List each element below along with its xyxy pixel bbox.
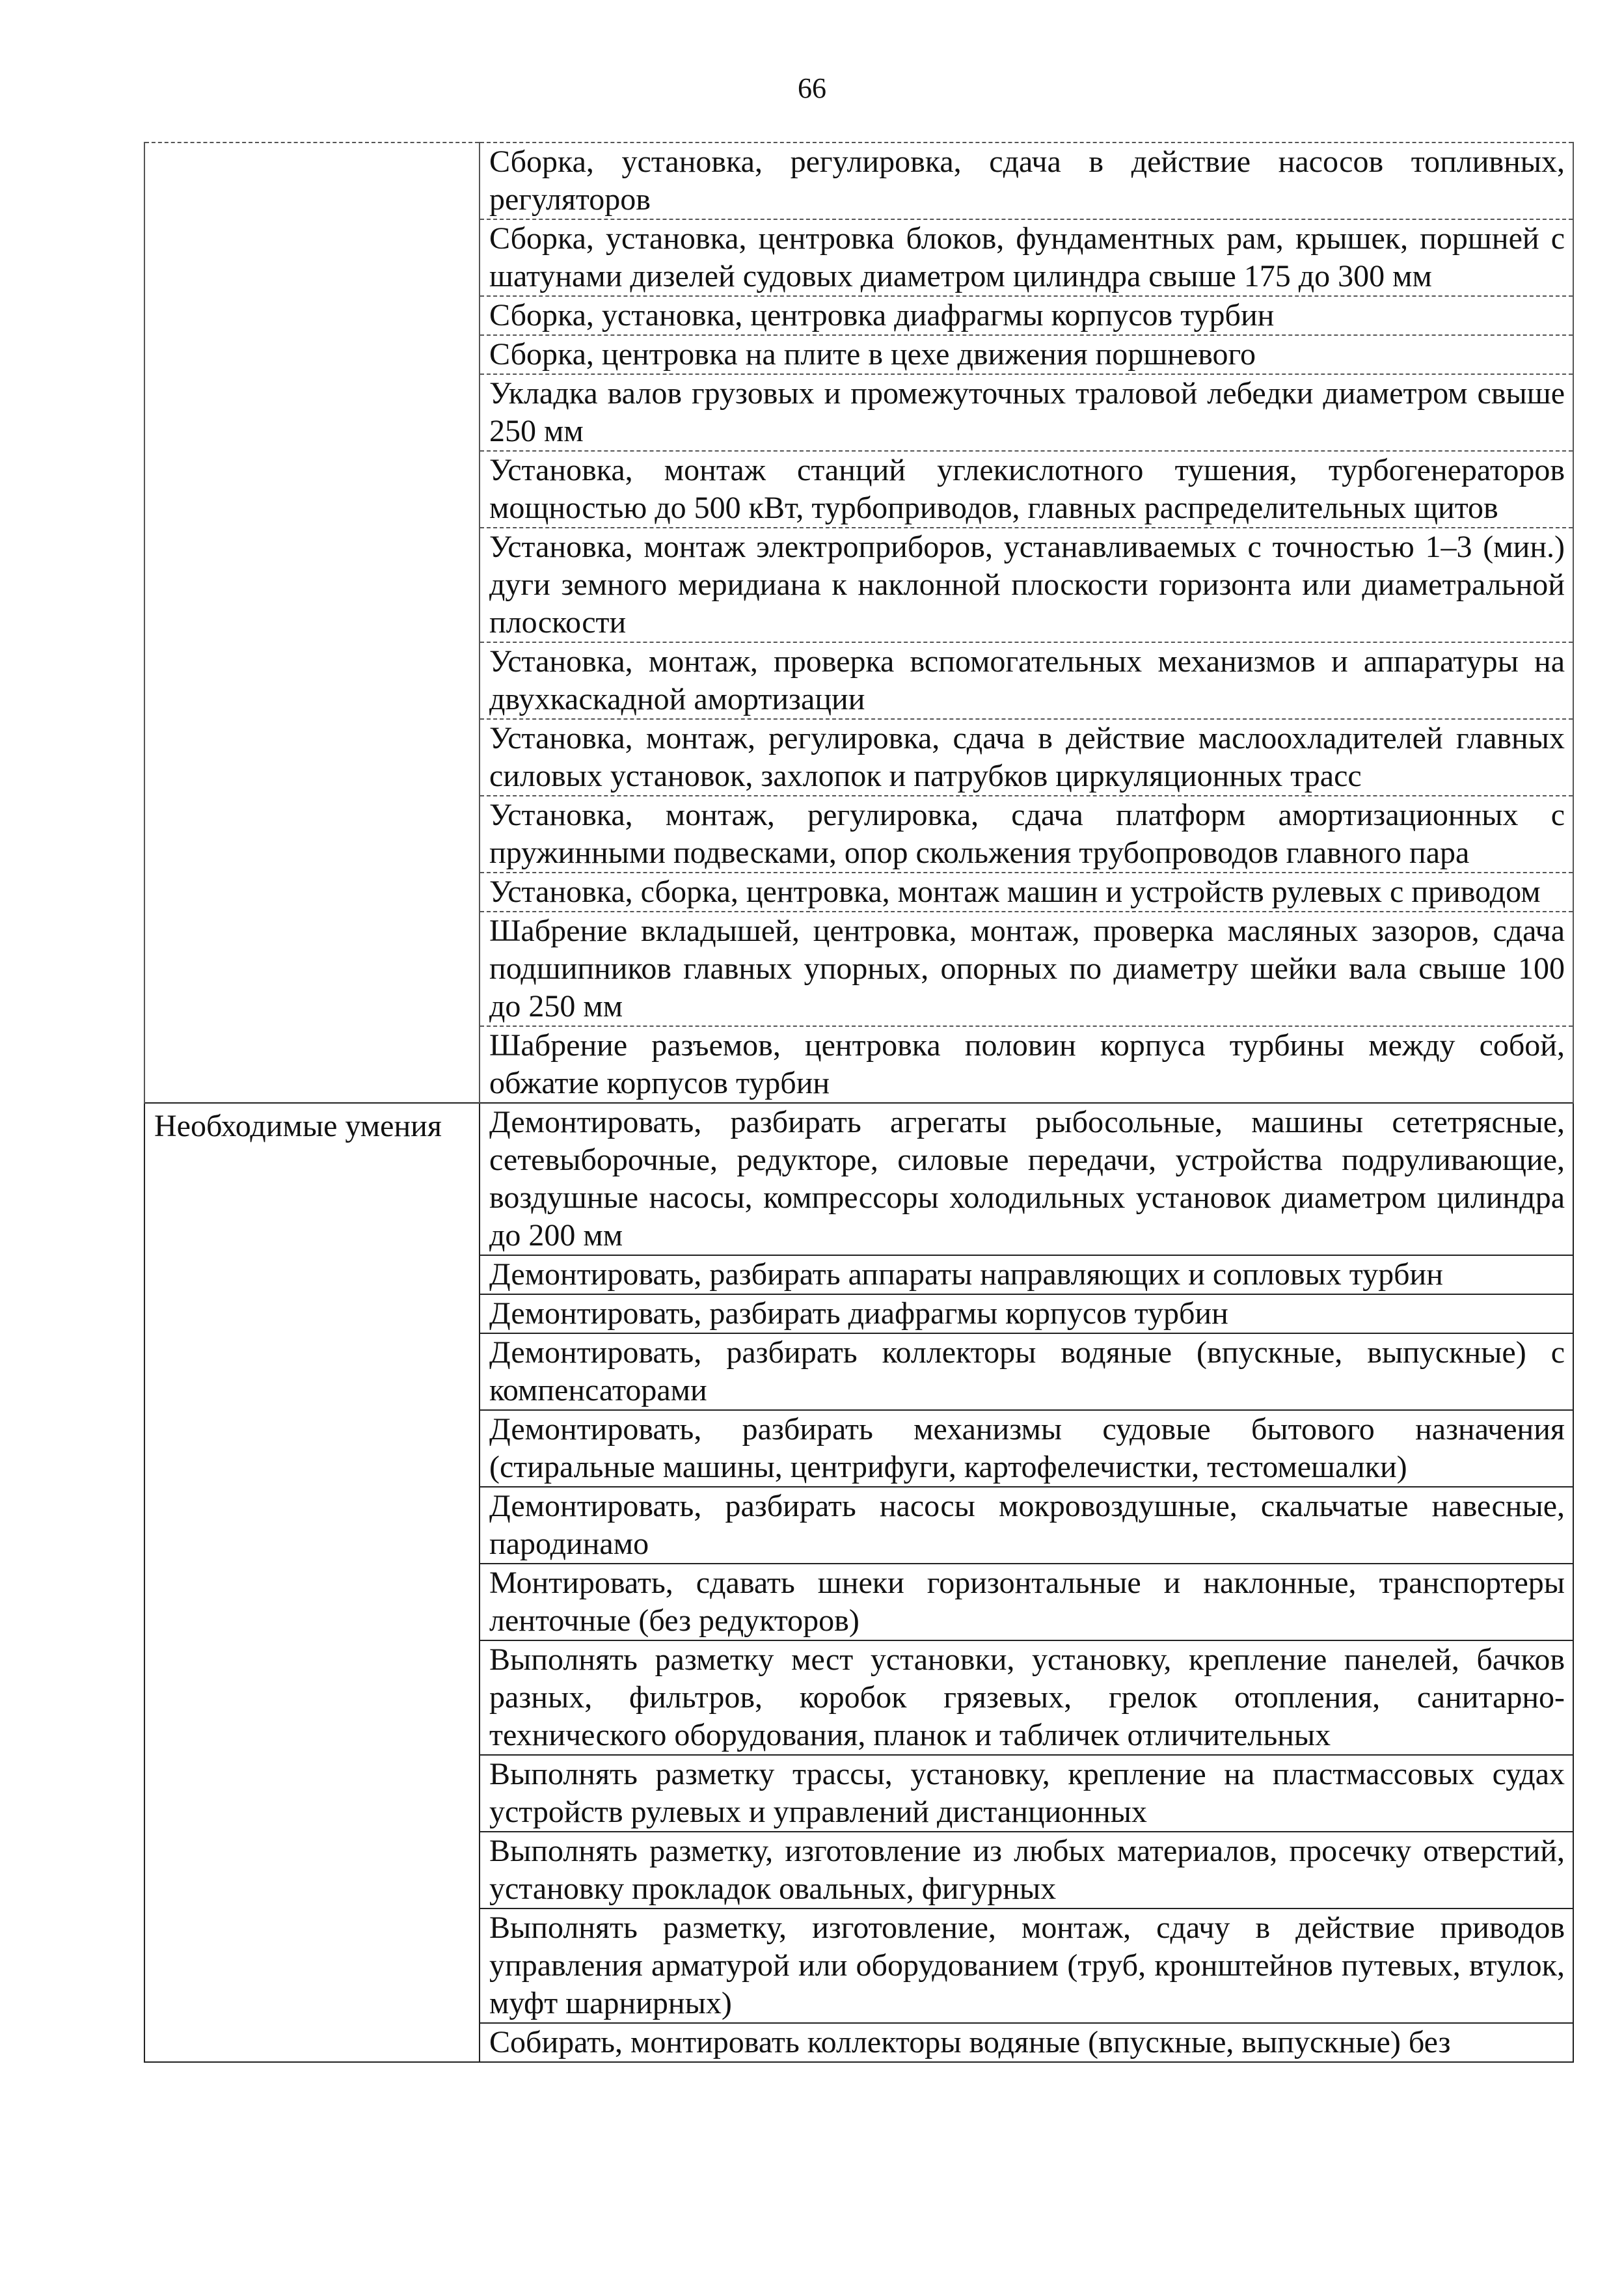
table-cell-description: Выполнять разметку трассы, установку, крепление на пластмассовых судах устройств рулевых и управлений дистанционных [480,1755,1573,1832]
table-cell-description: Установка, монтаж электроприборов, устанавливаемых с точностью 1–3 (мин.) дуги земного меридиана к наклонной плоскости горизонта или диаметральной плоскости [480,528,1573,642]
table-cell-description: Укладка валов грузовых и промежуточных траловой лебедки диаметром свыше 250 мм [480,374,1573,451]
table-cell-description: Сборка, установка, регулировка, сдача в действие насосов топливных, регуляторов [480,143,1573,219]
table-cell-description: Сборка, центровка на плите в цехе движения поршневого [480,335,1573,374]
table-cell-description: Собирать, монтировать коллекторы водяные (впускные, выпускные) без [480,2023,1573,2062]
table-cell-description: Демонтировать, разбирать механизмы судовые бытового назначения (стиральные машины, центрифуги, картофелечистки, тестомешалки) [480,1410,1573,1487]
table-cell-description: Шабрение вкладышей, центровка, монтаж, проверка масляных зазоров, сдача подшипников главных упорных, опорных по диаметру шейки вала свыше 100 до 250 мм [480,912,1573,1026]
section-label-empty [144,143,480,1103]
requirements-table [144,142,1574,2063]
page-number: 66 [798,72,826,104]
table-cell-description: Демонтировать, разбирать диафрагмы корпусов турбин [480,1294,1573,1333]
table-row-skills [144,1103,1573,1255]
table-cell-description: Демонтировать, разбирать коллекторы водяные (впускные, выпускные) с компенсаторами [480,1333,1573,1410]
table-row-upper [144,143,1573,219]
section-label-skills: Необходимые умения [144,1103,480,2062]
table-cell-description: Сборка, установка, центровка блоков, фундаментных рам, крышек, поршней с шатунами дизелей судовых диаметром цилиндра свыше 175 до 300 мм [480,219,1573,296]
requirements-table-body [144,143,1573,2062]
table-cell-description: Выполнять разметку мест установки, установку, крепление панелей, бачков разных, фильтров, коробок грязевых, грелок отопления, санитарно-технического оборудования, планок и табличек отличительных [480,1640,1573,1755]
table-cell-description: Монтировать, сдавать шнеки горизонтальные и наклонные, транспортеры ленточные (без редукторов) [480,1564,1573,1640]
table-cell-description: Демонтировать, разбирать насосы мокровоздушные, скальчатые навесные, пародинамо [480,1487,1573,1564]
table-cell-description: Установка, монтаж, регулировка, сдача платформ амортизационных с пружинными подвесками, опор скольжения трубопроводов главного пара [480,796,1573,873]
table-cell-description: Демонтировать, разбирать аппараты направляющих и сопловых турбин [480,1255,1573,1294]
table-cell-description: Установка, монтаж, регулировка, сдача в действие маслоохладителей главных силовых установок, захлопок и патрубков циркуляционных трасс [480,719,1573,796]
table-cell-description: Установка, монтаж, проверка вспомогательных механизмов и аппаратуры на двухкаскадной амортизации [480,642,1573,719]
table-cell-description: Демонтировать, разбирать агрегаты рыбосольные, машины сететрясные, сетевыборочные, редукторе, силовые передачи, устройства подруливающие, воздушные насосы, компрессоры холодильных установок диаметром цилиндра до 200 мм [480,1103,1573,1255]
table-cell-description: Сборка, установка, центровка диафрагмы корпусов турбин [480,296,1573,335]
table-cell-description: Выполнять разметку, изготовление из любых материалов, просечку отверстий, установку прокладок овальных, фигурных [480,1832,1573,1908]
table-cell-description: Установка, монтаж станций углекислотного тушения, турбогенераторов мощностью до 500 кВт, турбоприводов, главных распределительных щитов [480,451,1573,528]
table-cell-description: Шабрение разъемов, центровка половин корпуса турбины между собой, обжатие корпусов турбин [480,1026,1573,1103]
table-cell-description: Выполнять разметку, изготовление, монтаж, сдачу в действие приводов управления арматурой или оборудованием (труб, кронштейнов путевых, втулок, муфт шарнирных) [480,1908,1573,2023]
table-cell-description: Установка, сборка, центровка, монтаж машин и устройств рулевых с приводом [480,873,1573,912]
